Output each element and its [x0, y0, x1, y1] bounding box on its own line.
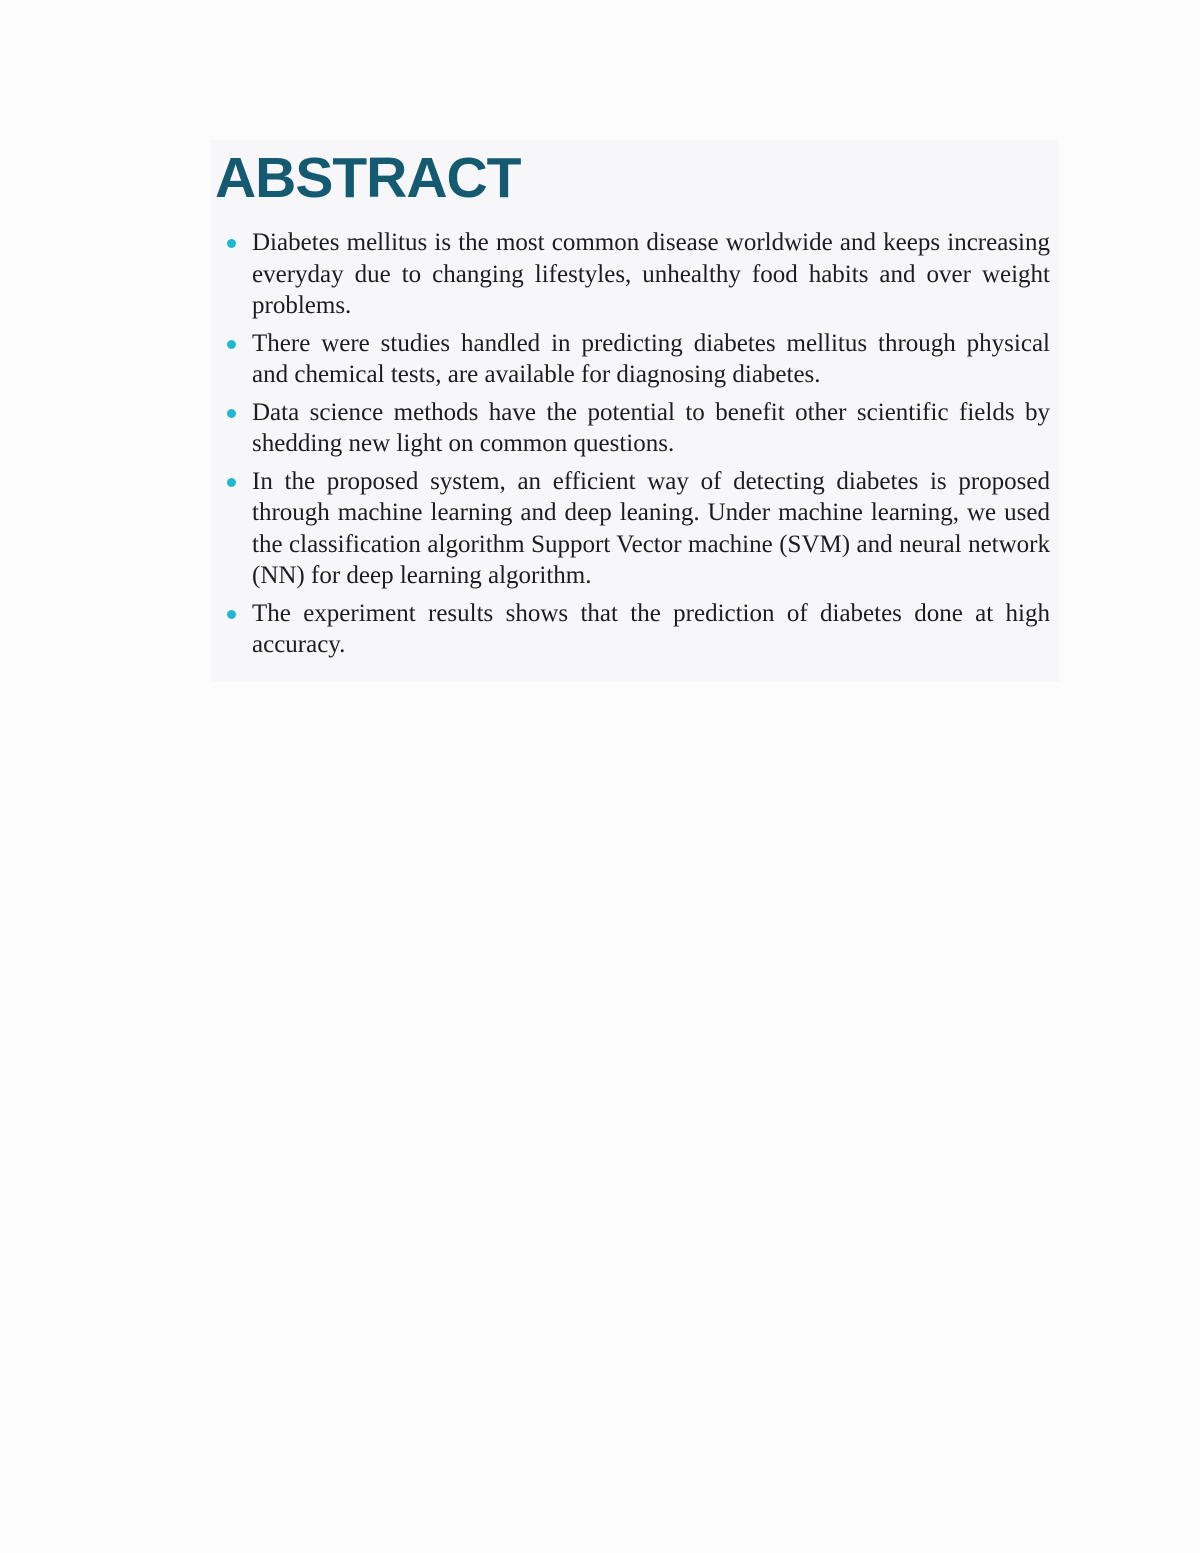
- bullet-text: Diabetes mellitus is the most common disease worldwide and keeps increasing everyday due to changing lifestyles, unhealthy food habits and over weight problems.: [252, 229, 1050, 319]
- bullet-item: [227, 397, 1050, 460]
- bullet-text: There were studies handled in predicting diabetes mellitus through physical and chemical tests, are available for diagnosing diabetes.: [252, 329, 1050, 388]
- bullet-dot-icon: [227, 610, 236, 619]
- bullet-dot-icon: [227, 409, 236, 418]
- bullet-text: The experiment results shows that the prediction of diabetes done at high accuracy.: [252, 599, 1050, 658]
- bullet-item: [227, 598, 1050, 661]
- bullet-dot-icon: [227, 239, 236, 248]
- bullet-item: [227, 227, 1050, 322]
- bullet-dot-icon: [227, 340, 236, 349]
- bullet-text: Data science methods have the potential to benefit other scientific fields by shedding new light on common questions.: [252, 398, 1050, 457]
- page-title: ABSTRACT: [215, 146, 521, 210]
- bullet-dot-icon: [227, 478, 236, 487]
- bullet-item: [227, 328, 1050, 391]
- bullet-text: In the proposed system, an efficient way of detecting diabetes is proposed through machine learning and deep leaning. Under machine learning, we used the classification algorithm Support Vector machine (SVM) and neural network (NN) for deep learning algorithm.: [252, 467, 1050, 589]
- bullet-item: [227, 466, 1050, 592]
- bullet-list: [227, 227, 1050, 667]
- abstract-slide: [211, 140, 1059, 682]
